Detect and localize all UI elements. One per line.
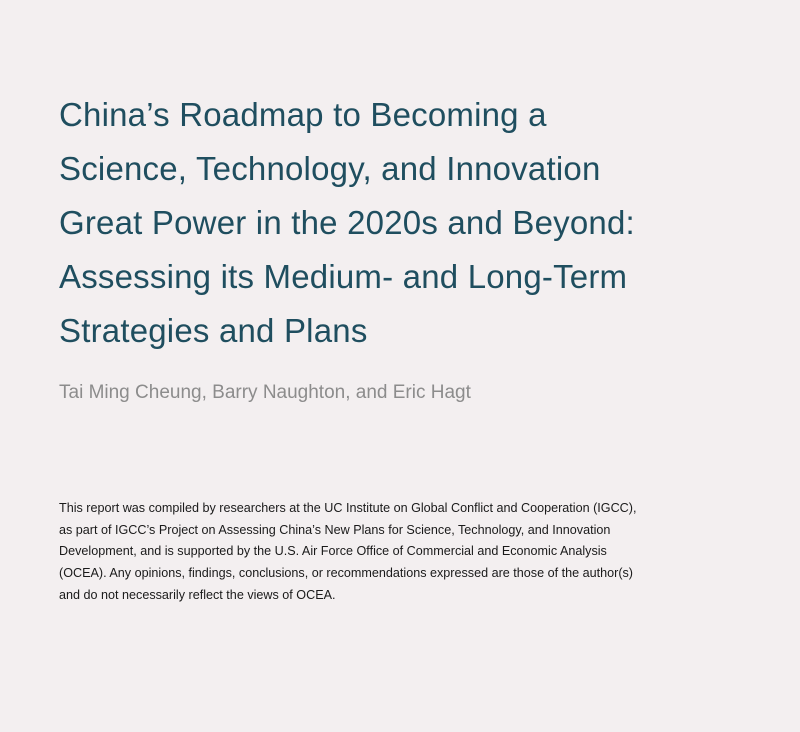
disclaimer-line: This report was compiled by researchers at the UC Institute on Global Conflict and Cooperation (IGCC),	[59, 501, 637, 515]
disclaimer-line: and do not necessarily reflect the views of OCEA.	[59, 587, 336, 602]
title-line: Great Power in the 2020s and Beyond:	[59, 204, 635, 241]
title-line: Science, Technology, and Innovation	[59, 150, 601, 187]
report-disclaimer	[59, 498, 759, 607]
disclaimer-line: as part of IGCC’s Project on Assessing China’s New Plans for Science, Technology, and Innovation	[59, 522, 611, 537]
disclaimer-line: Development, and is supported by the U.S. Air Force Office of Commercial and Economic Analysis	[59, 544, 607, 559]
disclaimer-line: (OCEA). Any opinions, findings, conclusions, or recommendations expressed are those of the author(s)	[59, 566, 634, 581]
title-line: Assessing its Medium- and Long-Term	[59, 258, 628, 295]
title-line: China’s Roadmap to Becoming a	[59, 96, 547, 133]
author-list: Tai Ming Cheung, Barry Naughton, and Eric Hagt	[59, 382, 471, 403]
document-title	[59, 88, 779, 358]
title-line: Strategies and Plans	[59, 312, 368, 349]
